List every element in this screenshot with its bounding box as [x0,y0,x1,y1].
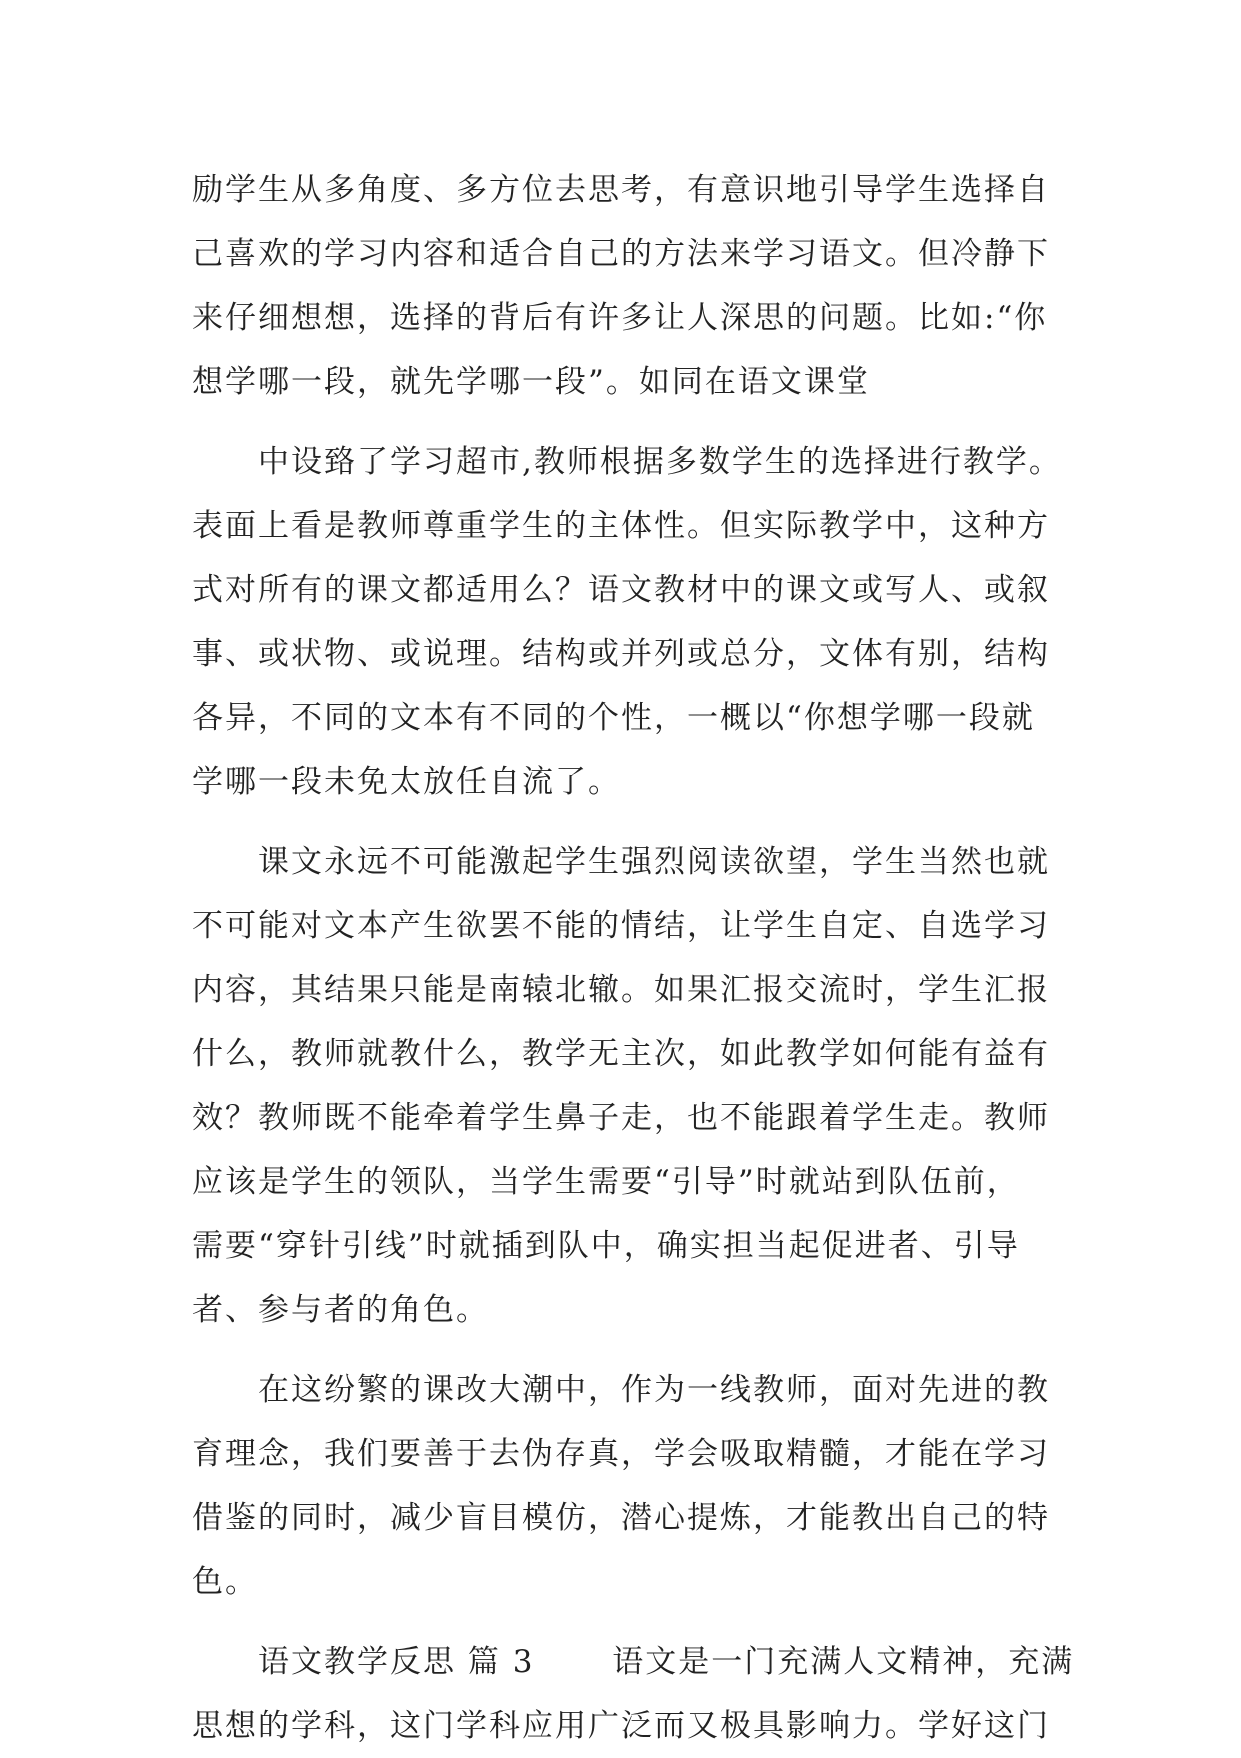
paragraph [192,1358,1052,1614]
text-line: 中设臵了学习超市,教师根据多数学生的选择进行教学。 [192,444,1062,480]
text-line: 在这纷繁的课改大潮中，作为一线教师，面对先进的教 [192,1372,1050,1408]
paragraph-gap [192,414,1052,430]
text-line: 需要“穿针引线”时就插到队中，确实担当起促进者、引导 [192,1228,1020,1264]
text-line: 效？教师既不能牵着学生鼻子走，也不能跟着学生走。教师 [192,1100,1050,1136]
text-line: 什么，教师就教什么，教学无主次，如此教学如何能有益有 [192,1036,1050,1072]
paragraph [192,1630,1075,1758]
paragraph [192,158,1052,414]
text-line: 式对所有的课文都适用么？语文教材中的课文或写人、或叙 [192,572,1050,608]
text-line: 课文永远不可能激起学生强烈阅读欲望，学生当然也就 [192,844,1050,880]
paragraph-gap [192,814,1052,830]
text-line: 应该是学生的领队，当学生需要“引导”时就站到队伍前， [192,1164,1020,1200]
text-line: 者、参与者的角色。 [192,1292,489,1328]
paragraph [192,430,1062,814]
text-line: 思想的学科，这门学科应用广泛而又极具影响力。学好这门 [192,1708,1050,1744]
text-line: 不可能对文本产生欲罢不能的情结，让学生自定、自选学习 [192,908,1050,944]
text-line: 色。 [192,1564,258,1600]
text-line: 语文教学反思 篇 3 语文是一门充满人文精神，充满 [192,1644,1075,1680]
text-line: 来仔细想想，选择的背后有许多让人深思的问题。比如:“你 [192,300,1048,336]
paragraph-gap [192,1342,1052,1358]
text-line: 己喜欢的学习内容和适合自己的方法来学习语文。但冷静下 [192,236,1050,272]
text-line: 学哪一段未免太放任自流了。 [192,764,621,800]
body-text [192,158,1075,1758]
text-line: 想学哪一段，就先学哪一段”。如同在语文课堂 [192,364,870,400]
text-line: 励学生从多角度、多方位去思考，有意识地引导学生选择自 [192,172,1050,208]
text-line: 育理念，我们要善于去伪存真，学会吸取精髓，才能在学习 [192,1436,1050,1472]
paragraph [192,830,1052,1342]
text-line: 表面上看是教师尊重学生的主体性。但实际教学中，这种方 [192,508,1050,544]
text-line: 事、或状物、或说理。结构或并列或总分，文体有别，结构 [192,636,1050,672]
paragraph-gap [192,1614,1052,1630]
text-line: 各异，不同的文本有不同的个性，一概以“你想学哪一段就 [192,700,1035,736]
text-line: 借鉴的同时，减少盲目模仿，潜心提炼，才能教出自己的特 [192,1500,1050,1536]
text-line: 内容，其结果只能是南辕北辙。如果汇报交流时，学生汇报 [192,972,1050,1008]
